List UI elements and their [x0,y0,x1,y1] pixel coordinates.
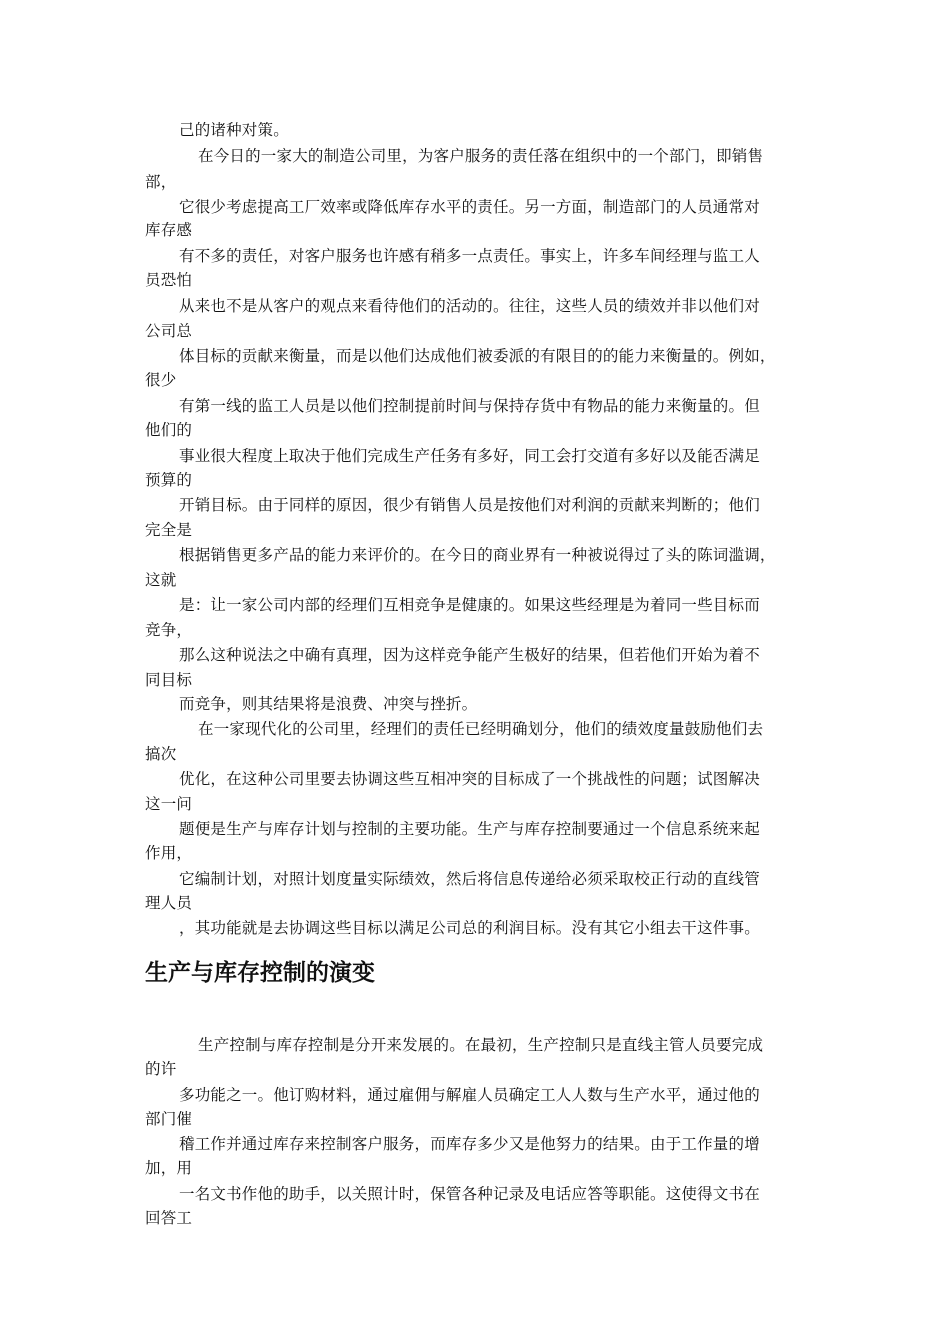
text-line: 一名文书作他的助手，以关照计时，保管各种记录及电话应答等职能。这使得文书在 [179,1185,760,1203]
text-line: 是：让一家公司内部的经理们互相竞争是健康的。如果这些经理是为着同一些目标而 [179,596,760,614]
text-line: 同目标 [145,671,193,689]
text-line: 这一问 [145,795,193,813]
text-line: 从来也不是从客户的观点来看待他们的活动的。往往，这些人员的绩效并非以他们对 [179,297,760,315]
text-line: 体目标的贡献来衡量，而是以他们达成他们被委派的有限目的的能力来衡量的。例如， [179,347,776,365]
text-line: 部门催 [145,1110,193,1128]
text-line: 加，用 [145,1159,193,1177]
text-line: 作用， [145,844,193,862]
paragraph-start-line: 生产控制与库存控制是分开来发展的。在最初，生产控制只是直线主管人员要完成 [198,1036,764,1054]
text-line: 事业很大程度上取决于他们完成生产任务有多好，同工会打交道有多好以及能否满足 [179,447,760,465]
text-line: 优化，在这种公司里要去协调这些互相冲突的目标成了一个挑战性的问题；试图解决 [179,770,760,788]
text-line: 回答工 [145,1209,193,1227]
text-line: 他们的 [145,421,193,439]
text-line: 多功能之一。他订购材料，通过雇佣与解雇人员确定工人人数与生产水平，通过他的 [179,1086,760,1104]
text-line: 员恐怕 [145,271,193,289]
text-line: 而竞争，则其结果将是浪费、冲突与挫折。 [179,695,478,713]
paragraph-start-line: 在一家现代化的公司里，经理们的责任已经明确划分，他们的绩效度量鼓励他们去 [198,720,764,738]
text-line: ，其功能就是去协调这些目标以满足公司总的利润目标。没有其它小组去干这件事。 [179,919,760,937]
text-line: 竞争， [145,621,193,639]
text-line: 有不多的责任，对客户服务也许感有稍多一点责任。事实上，许多车间经理与监工人 [179,247,760,265]
text-line: 理人员 [145,894,193,912]
text-line: 开销目标。由于同样的原因，很少有销售人员是按他们对利润的贡献来判断的；他们 [179,496,760,514]
text-line: 它编制计划，对照计划度量实际绩效，然后将信息传递给必须采取校正行动的直线管 [179,870,760,888]
text-line: 题便是生产与库存计划与控制的主要功能。生产与库存控制要通过一个信息系统来起 [179,820,760,838]
text-line: 它很少考虑提高工厂效率或降低库存水平的责任。另一方面，制造部门的人员通常对 [179,198,760,216]
text-line: 预算的 [145,471,193,489]
text-line: 库存感 [145,221,193,239]
text-line: 根据销售更多产品的能力来评价的。在今日的商业界有一种被说得过了头的陈词滥调， [179,546,776,564]
text-line: 的许 [145,1060,177,1078]
text-line: 那么这种说法之中确有真理，因为这样竞争能产生极好的结果，但若他们开始为着不 [179,646,760,664]
text-line: 己的诸种对策。 [179,121,289,139]
paragraph-start-line: 在今日的一家大的制造公司里，为客户服务的责任落在组织中的一个部门，即销售 [198,147,764,165]
text-line: 很少 [145,371,177,389]
text-line: 有第一线的监工人员是以他们控制提前时间与保持存货中有物品的能力来衡量的。但 [179,397,760,415]
text-line: 公司总 [145,322,193,340]
text-line: 稽工作并通过库存来控制客户服务，而库存多少又是他努力的结果。由于工作量的增 [179,1135,760,1153]
text-line: 这就 [145,571,177,589]
text-line: 完全是 [145,521,193,539]
text-line: 部， [145,173,177,191]
text-line: 搞次 [145,745,177,763]
section-heading: 生产与库存控制的演变 [145,960,375,986]
